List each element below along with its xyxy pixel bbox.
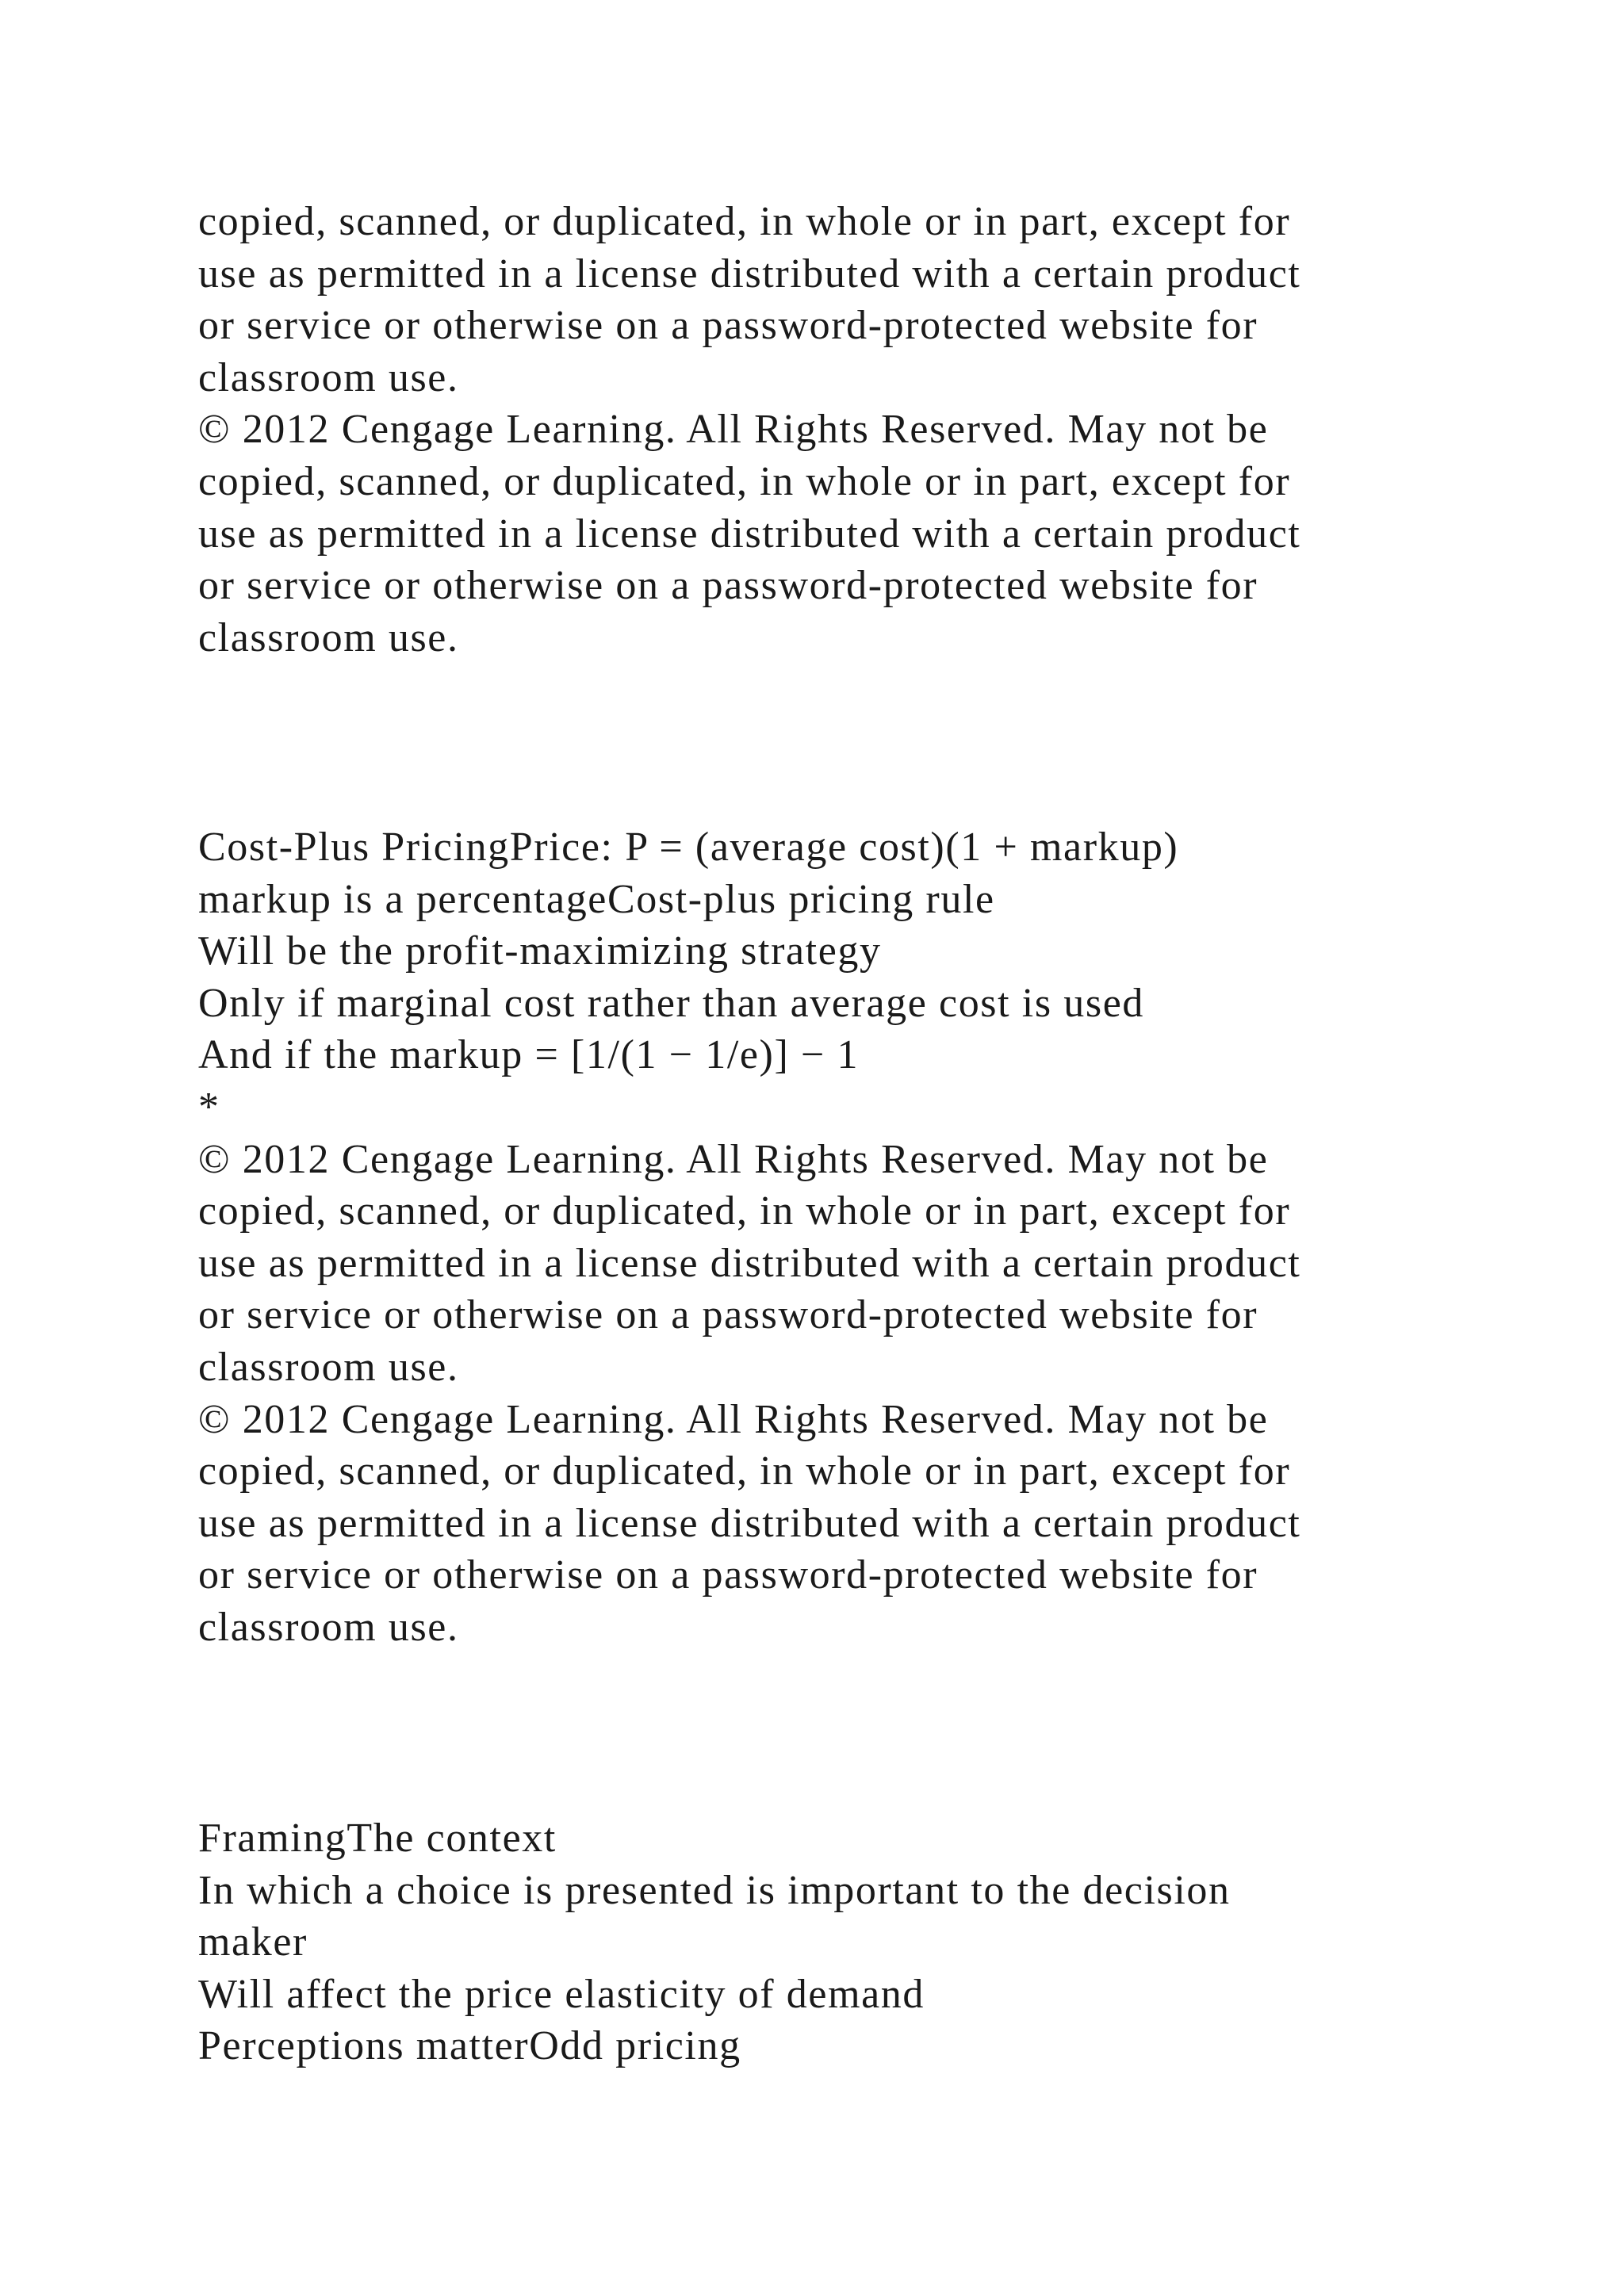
text-line: classroom use. — [198, 1344, 459, 1390]
text-line: And if the markup = [1/(1 − 1/e)] − 1 — [198, 1032, 860, 1078]
text-line: or service or otherwise on a password-protected website for — [198, 1292, 1258, 1338]
text-line: copied, scanned, or duplicated, in whole or in part, except for — [198, 1448, 1291, 1494]
text-line: use as permitted in a license distributed with a certain product — [198, 251, 1301, 297]
text-line: maker — [198, 1919, 308, 1965]
text-line: or service or otherwise on a password-protected website for — [198, 1552, 1258, 1598]
text-line: or service or otherwise on a password-protected website for — [198, 303, 1258, 349]
text-line: Will be the profit-maximizing strategy — [198, 928, 882, 974]
text-line: copied, scanned, or duplicated, in whole or in part, except for — [198, 1188, 1291, 1234]
text-line: use as permitted in a license distributed with a certain product — [198, 1240, 1301, 1286]
text-line: classroom use. — [198, 1604, 459, 1650]
text-line: Will affect the price elasticity of demand — [198, 1971, 925, 2017]
section-heading-line: FramingThe context — [198, 1816, 557, 1861]
text-line: copied, scanned, or duplicated, in whole or in part, except for — [198, 199, 1291, 244]
text-line: Perceptions matterOdd pricing — [198, 2023, 741, 2069]
text-line: © 2012 Cengage Learning. All Rights Reserved. May not be — [198, 1136, 1269, 1182]
text-line: © 2012 Cengage Learning. All Rights Reserved. May not be — [198, 1396, 1269, 1442]
text-line: markup is a percentageCost-plus pricing rule — [198, 876, 995, 922]
framing-section — [198, 1812, 1546, 2072]
text-line: Only if marginal cost rather than average cost is used — [198, 980, 1144, 1026]
text-line: classroom use. — [198, 354, 459, 400]
text-line: copied, scanned, or duplicated, in whole or in part, except for — [198, 458, 1291, 504]
text-line: classroom use. — [198, 614, 459, 660]
section-heading-line: Cost-Plus PricingPrice: P = (average cost)(1 + markup) — [198, 825, 1179, 870]
text-line: use as permitted in a license distributed with a certain product — [198, 1500, 1301, 1546]
text-line: In which a choice is presented is important to the decision — [198, 1867, 1231, 1913]
copyright-text-block — [198, 196, 1546, 664]
text-line: * — [198, 1084, 220, 1130]
text-line: use as permitted in a license distributed with a certain product — [198, 511, 1301, 557]
cost-plus-pricing-section — [198, 821, 1546, 1654]
text-line: © 2012 Cengage Learning. All Rights Reserved. May not be — [198, 407, 1269, 453]
text-line: or service or otherwise on a password-protected website for — [198, 563, 1258, 609]
